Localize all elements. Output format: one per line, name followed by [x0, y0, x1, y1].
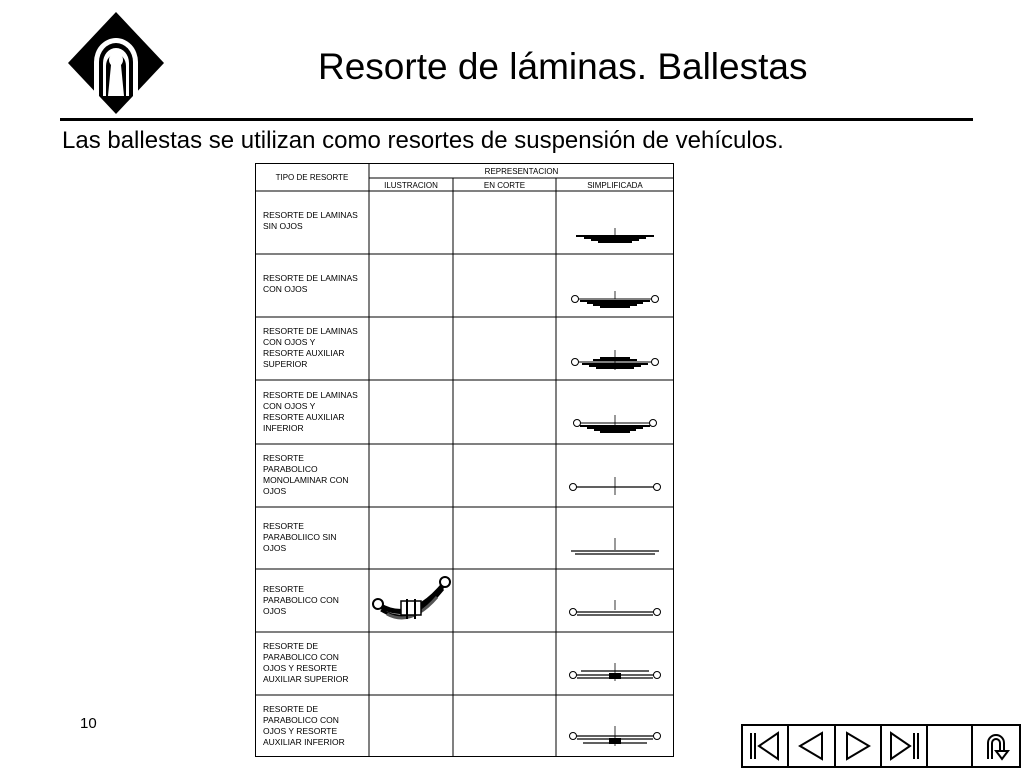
- spring-symbol-leaf-eyes-aux-lower: [587, 427, 643, 429]
- spring-symbol-leaf-eyes-aux-upper: [652, 359, 659, 366]
- next-slide-icon: [841, 731, 875, 761]
- row-label: RESORTE PARABOLICO MONOLAMINAR CON OJOS: [263, 453, 349, 496]
- spring-symbol-leaf-no-eyes: [591, 239, 639, 241]
- spring-symbol-leaf-eyes-aux-upper: [572, 359, 579, 366]
- spring-symbol-parabolic-eyes: [570, 609, 577, 616]
- leaf-spring-illustration-part: [440, 577, 450, 587]
- next-slide-button[interactable]: [836, 726, 882, 766]
- return-icon: [979, 731, 1013, 761]
- leaf-spring-illustration: [373, 577, 450, 619]
- spring-symbol-parabolic-eyes-aux-upper: [654, 672, 661, 679]
- spring-symbol-leaf-eyes-aux-upper: [589, 365, 641, 367]
- header-representacion: REPRESENTACION: [484, 167, 559, 176]
- spring-symbol-leaf-no-eyes: [584, 237, 646, 239]
- spring-symbol-leaf-no-eyes: [576, 235, 654, 237]
- spring-symbol-leaf-eyes: [587, 302, 643, 304]
- spring-symbol-leaf-eyes-aux-lower: [650, 420, 657, 427]
- return-button[interactable]: [973, 726, 1019, 766]
- slide-subtitle: Las ballestas se utilizan como resortes de suspensión de vehículos.: [62, 127, 784, 154]
- previous-slide-icon: [794, 731, 828, 761]
- spring-symbol-leaf-eyes-aux-upper: [582, 363, 648, 365]
- spring-symbol-parabolic-eyes-aux-upper: [609, 673, 621, 679]
- spring-symbol-parabolic-eyes-aux-lower: [654, 733, 661, 740]
- spring-symbol-parabolic-eyes-aux-upper: [570, 672, 577, 679]
- spring-symbol-leaf-eyes: [593, 304, 637, 306]
- slide-title: Resorte de láminas. Ballestas: [318, 46, 808, 87]
- header-en-corte: EN CORTE: [483, 181, 526, 190]
- spring-symbol-leaf-eyes-aux-lower: [574, 420, 581, 427]
- spring-symbol-parabolic-eyes-aux-lower: [609, 738, 621, 744]
- row-label: RESORTE PARABOLIICO SIN OJOS: [263, 521, 337, 553]
- spring-symbol-leaf-eyes: [600, 306, 630, 308]
- spring-symbol-parabolic-eyes-aux-lower: [570, 733, 577, 740]
- slide-navigation: [741, 724, 1021, 768]
- spring-symbol-leaf-eyes-aux-lower: [600, 431, 630, 433]
- spring-types-table: [255, 163, 675, 758]
- row-label: RESORTE DE LAMINAS CON OJOS Y RESORTE AUXILIAR SUPERIOR: [263, 326, 358, 369]
- spring-symbol-leaf-eyes: [652, 296, 659, 303]
- spring-symbol-leaf-eyes: [572, 296, 579, 303]
- header-simplificada: SIMPLIFICADA: [587, 181, 643, 190]
- last-slide-button[interactable]: [882, 726, 928, 766]
- previous-slide-button[interactable]: [789, 726, 835, 766]
- spring-symbol-leaf-eyes: [580, 300, 650, 302]
- page-number: 10: [80, 715, 97, 732]
- row-label: RESORTE DE LAMINAS CON OJOS: [263, 273, 358, 294]
- spring-symbol-leaf-eyes-aux-lower: [580, 425, 650, 427]
- row-label: RESORTE DE PARABOLICO CON OJOS Y RESORTE AUXILIAR SUPERIOR: [263, 641, 349, 684]
- row-label: RESORTE DE LAMINAS CON OJOS Y RESORTE AUXILIAR INFERIOR: [263, 390, 358, 433]
- logo: [66, 10, 166, 116]
- spring-symbol-leaf-eyes-aux-lower: [594, 429, 636, 431]
- first-slide-button[interactable]: [743, 726, 789, 766]
- spring-symbol-parabolic-mono-eyes: [654, 484, 661, 491]
- spring-symbol-leaf-eyes-aux-upper: [596, 367, 634, 369]
- nav-spacer: [928, 726, 972, 766]
- spring-symbol-leaf-eyes-aux-upper: [593, 359, 637, 361]
- first-slide-icon: [748, 731, 782, 761]
- row-label: RESORTE DE LAMINAS SIN OJOS: [263, 210, 358, 231]
- last-slide-icon: [887, 731, 921, 761]
- header-tipo: TIPO DE RESORTE: [275, 173, 349, 182]
- header-ilustracion: ILUSTRACION: [384, 181, 438, 190]
- leaf-spring-illustration-part: [401, 601, 421, 615]
- spring-symbol-parabolic-eyes: [654, 609, 661, 616]
- row-label: RESORTE DE PARABOLICO CON OJOS Y RESORTE AUXILIAR INFERIOR: [263, 704, 345, 747]
- spring-symbol-leaf-eyes-aux-upper: [600, 357, 630, 359]
- title-divider: [60, 118, 973, 121]
- spring-symbol-leaf-no-eyes: [598, 241, 632, 243]
- leaf-spring-illustration-part: [373, 599, 383, 609]
- spring-symbol-parabolic-mono-eyes: [570, 484, 577, 491]
- row-label: RESORTE PARABOLICO CON OJOS: [263, 584, 339, 616]
